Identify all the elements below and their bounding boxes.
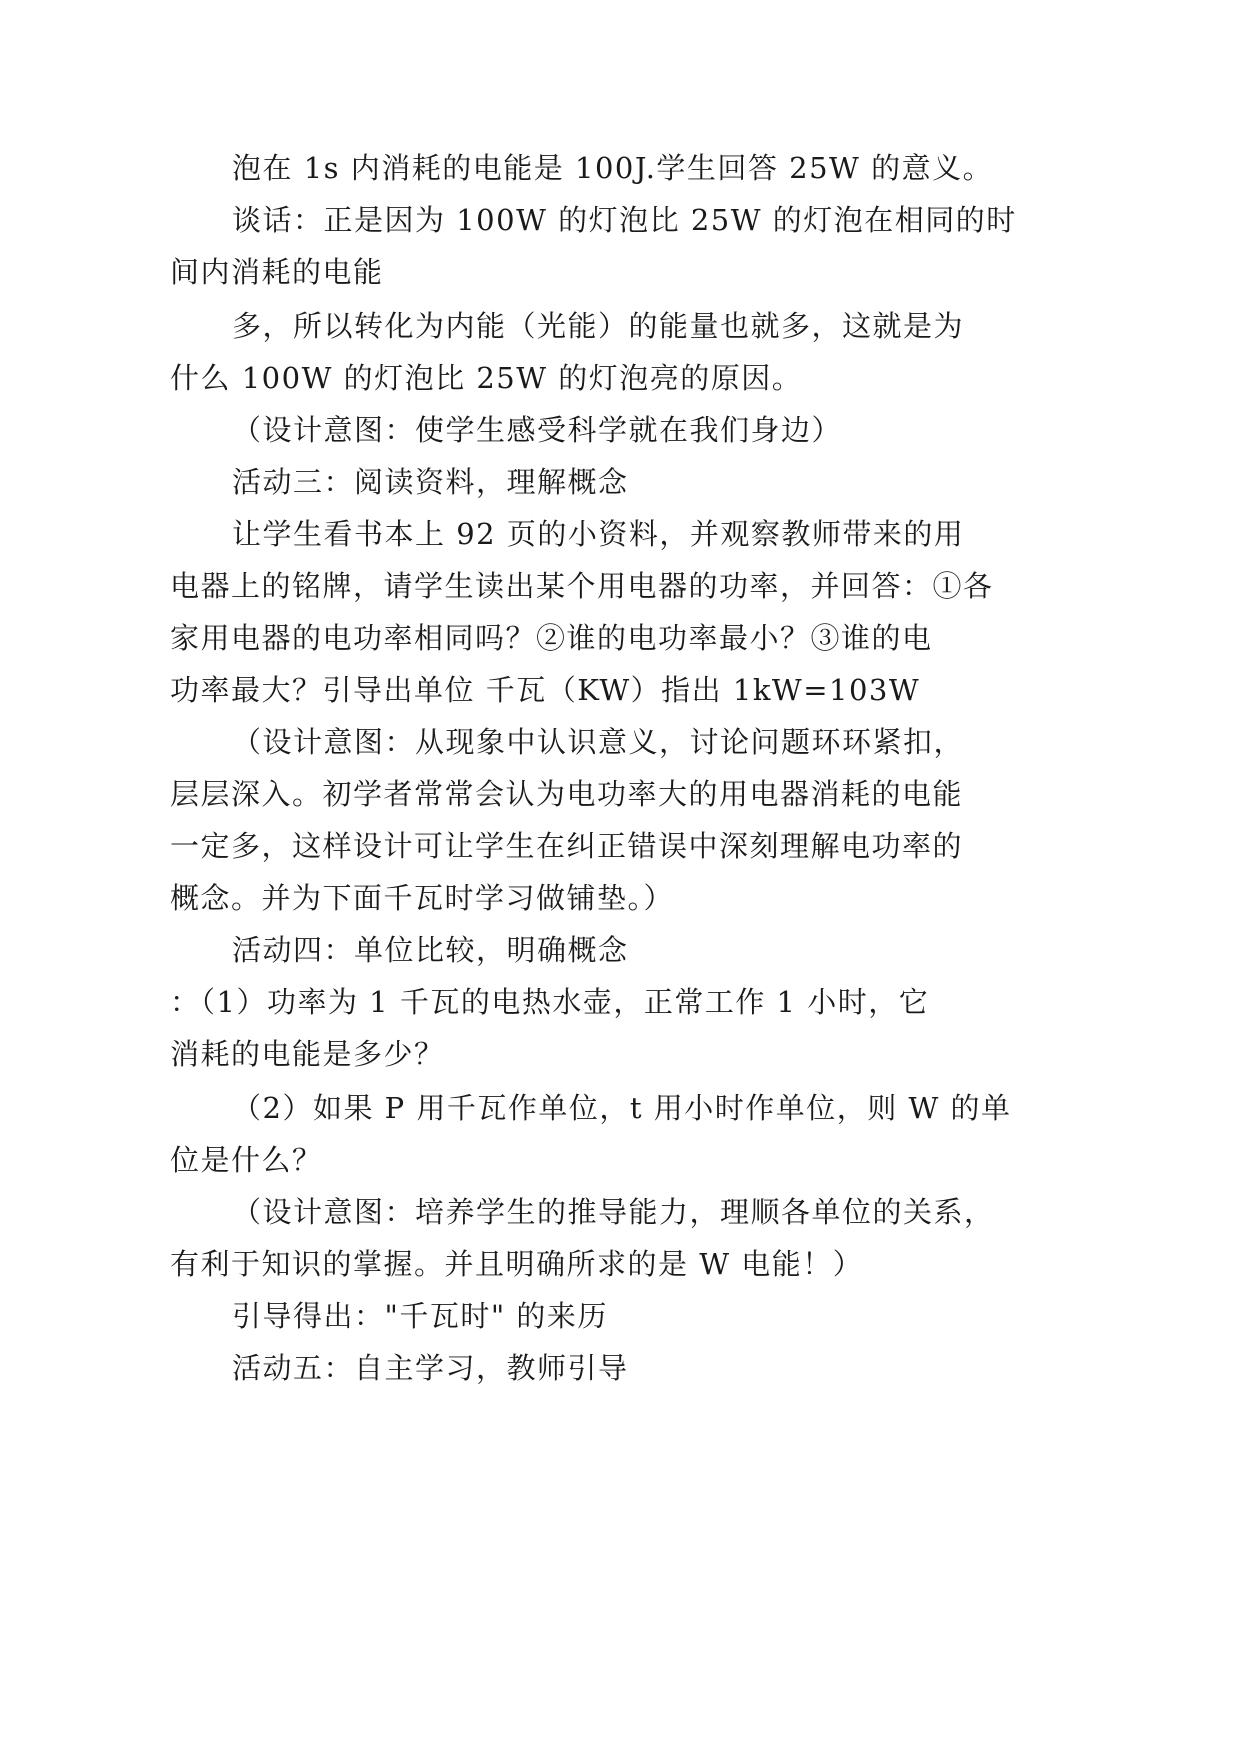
text-line: 概念。并为下面千瓦时学习做铺垫。） [170, 881, 675, 915]
section-heading: 活动四：单位比较，明确概念 [232, 933, 629, 967]
text-line: （2）如果 P 用千瓦作单位，t 用小时作单位，则 W 的单 [232, 1091, 1012, 1125]
text-line: 有利于知识的掌握。并且明确所求的是 W 电能！） [170, 1247, 864, 1281]
text-line: 一定多，这样设计可让学生在纠正错误中深刻理解电功率的 [170, 829, 964, 863]
text-line: 消耗的电能是多少？ [170, 1037, 445, 1071]
text-line: 谈话：正是因为 100W 的灯泡比 25W 的灯泡在相同的时 [232, 203, 1017, 237]
text-line: 间内消耗的电能 [170, 255, 384, 289]
text-line: 让学生看书本上 92 页的小资料，并观察教师带来的用 [232, 517, 965, 551]
text-line: 家用电器的电功率相同吗？②谁的电功率最小？③谁的电 [170, 621, 933, 655]
text-line: 位是什么？ [170, 1143, 323, 1177]
text-line: （设计意图：培养学生的推导能力，理顺各单位的关系， [232, 1195, 995, 1229]
text-line: 功率最大？引导出单位 千瓦（KW）指出 1kW=103W [170, 673, 921, 707]
text-line: （设计意图：使学生感受科学就在我们身边） [232, 413, 843, 447]
section-heading: 活动三：阅读资料，理解概念 [232, 465, 629, 499]
section-heading: 活动五：自主学习，教师引导 [232, 1351, 629, 1385]
text-line: ：（1）功率为 1 千瓦的电热水壶，正常工作 1 小时，它 [170, 985, 930, 1019]
text-line: 什么 100W 的灯泡比 25W 的灯泡亮的原因。 [170, 361, 803, 395]
text-line: （设计意图：从现象中认识意义，讨论问题环环紧扣， [232, 725, 965, 759]
text-line: 泡在 1s 内消耗的电能是 100J.学生回答 25W 的意义。 [232, 151, 994, 185]
text-line: 电器上的铭牌，请学生读出某个用电器的功率，并回答：①各 [170, 569, 994, 603]
text-line: 多，所以转化为内能（光能）的能量也就多，这就是为 [232, 309, 965, 343]
text-line: 层层深入。初学者常常会认为电功率大的用电器消耗的电能 [170, 777, 964, 811]
text-line: 引导得出："千瓦时" 的来历 [232, 1299, 608, 1333]
